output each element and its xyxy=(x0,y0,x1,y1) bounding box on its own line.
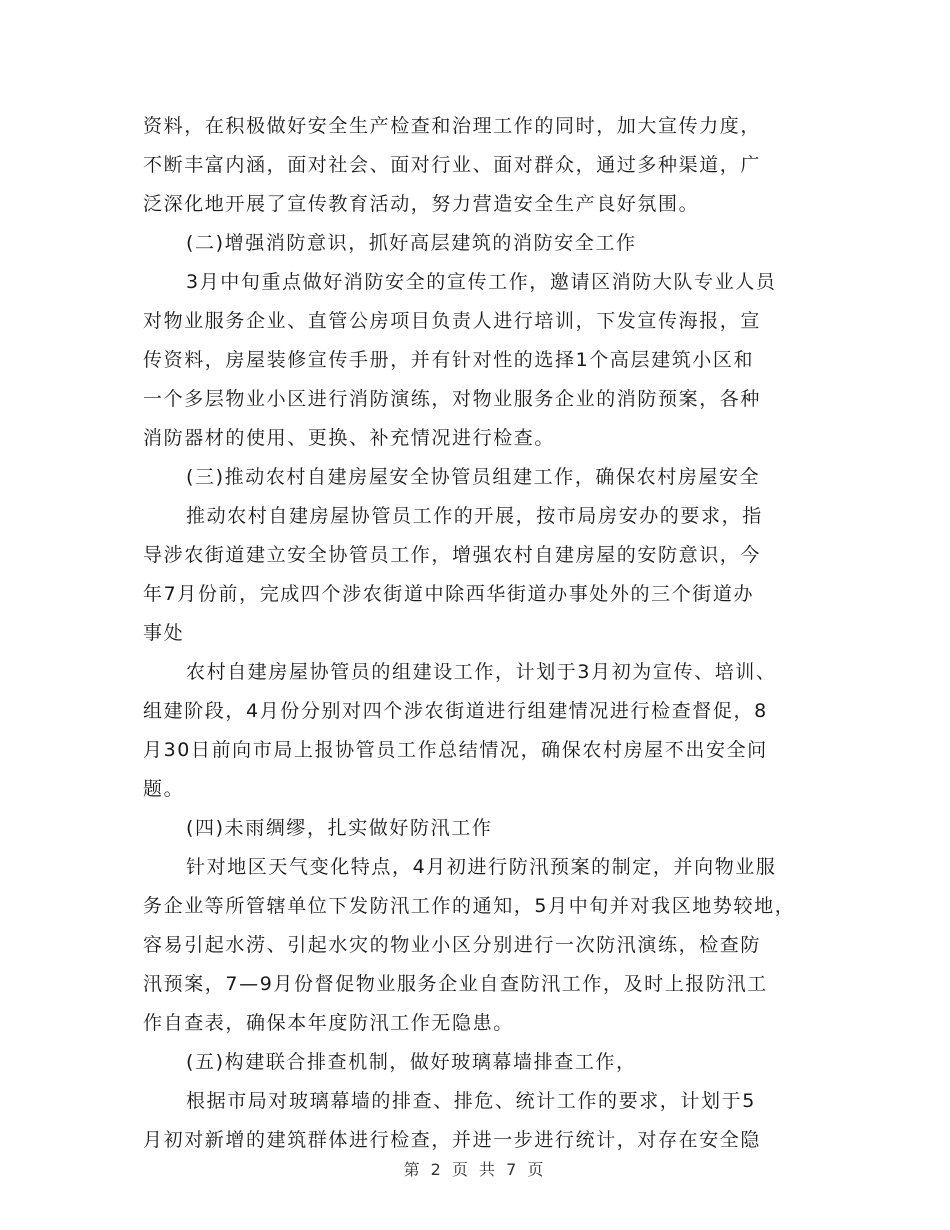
body-text-line: 3月中旬重点做好消防安全的宣传工作，邀请区消防大队专业人员 xyxy=(186,271,777,293)
body-text-line: 泛深化地开展了宣传教育活动，努力营造安全生产良好氛围。 xyxy=(143,193,700,215)
body-text-line: 消防器材的使用、更换、补充情况进行检查。 xyxy=(143,427,556,449)
body-text-line: 容易引起水涝、引起水灾的物业小区分别进行一次防汛演练，检查防 xyxy=(143,934,762,956)
body-text-line: 作自查表，确保本年度防汛工作无隐患。 xyxy=(143,1012,514,1034)
body-text-line: 对物业服务企业、直管公房项目负责人进行培训，下发宣传海报，宣 xyxy=(143,310,762,332)
page-number-footer: 第 2 页 共 7 页 xyxy=(403,1160,547,1179)
section-heading: (五)构建联合排查机制，做好玻璃幕墙排查工作， xyxy=(186,1051,637,1073)
body-text-line: 月30日前向市局上报协管员工作总结情况，确保农村房屋不出安全问 xyxy=(143,739,768,761)
body-text-line: 年7月份前，完成四个涉农街道中除西华街道办事处外的三个街道办 xyxy=(143,583,755,605)
body-text-line: 导涉农街道建立安全协管员工作，增强农村自建房屋的安防意识，今 xyxy=(143,544,762,566)
body-text-line: 推动农村自建房屋协管员工作的开展，按市局房安办的要求，指 xyxy=(186,505,763,527)
body-text-line: 月初对新增的建筑群体进行检查，并进一步进行统计，对存在安全隐 xyxy=(143,1129,762,1151)
body-text-line: 事处 xyxy=(143,622,185,644)
body-text-line: 一个多层物业小区进行消防演练，对物业服务企业的消防预案，各种 xyxy=(143,388,762,410)
body-text-line: 针对地区天气变化特点，4月初进行防汛预案的制定，并向物业服 xyxy=(186,856,777,878)
section-heading: (二)增强消防意识，抓好高层建筑的消防安全工作 xyxy=(186,232,637,254)
body-text-line: 根据市局对玻璃幕墙的排查、排危、统计工作的要求，计划于5 xyxy=(186,1090,756,1112)
section-heading: (三)推动农村自建房屋安全协管员组建工作，确保农村房屋安全 xyxy=(186,466,761,488)
body-text-line: 农村自建房屋协管员的组建设工作，计划于3月初为宣传、培训、 xyxy=(186,661,777,683)
body-text-line: 组建阶段，4月份分别对四个涉农街道进行组建情况进行检查督促，8 xyxy=(143,700,768,722)
body-text-line: 汛预案，7—9月份督促物业服务企业自查防汛工作，及时上报防汛工 xyxy=(143,973,768,995)
section-heading: (四)未雨绸缪，扎实做好防汛工作 xyxy=(186,817,493,839)
body-text-line: 传资料，房屋装修宣传手册，并有针对性的选择1个高层建筑小区和 xyxy=(143,349,755,371)
body-text-line: 不断丰富内涵，面对社会、面对行业、面对群众，通过多种渠道，广 xyxy=(143,154,762,176)
body-text-line: 资料，在积极做好安全生产检查和治理工作的同时，加大宣传力度， xyxy=(143,115,762,137)
body-text-line: 务企业等所管辖单位下发防汛工作的通知，5月中旬并对我区地势较地， xyxy=(143,895,796,917)
body-text-line: 题。 xyxy=(143,778,185,800)
